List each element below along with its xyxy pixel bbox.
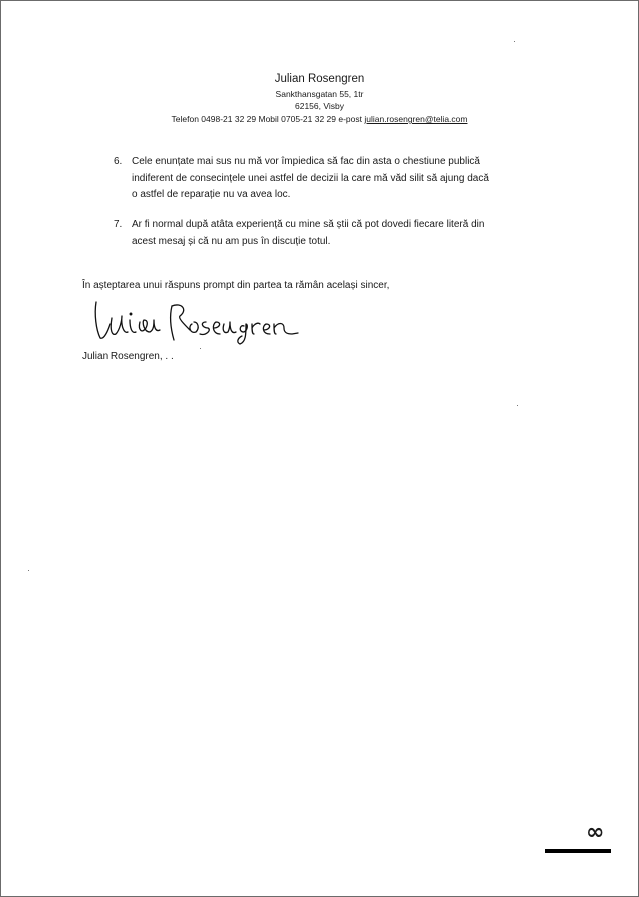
closing-line: În așteptarea unui răspuns prompt din partea ta rămân același sincer, bbox=[82, 280, 390, 291]
text-line: Cele enunțate mai sus nu mă vor împiedica să fac din asta o chestiune publică bbox=[132, 156, 480, 167]
footer-bar bbox=[545, 849, 611, 853]
text-line: Ar fi normal după atâta experiență cu mine să știi că pot dovedi fiecare literă din bbox=[132, 219, 485, 230]
list-item-text bbox=[132, 154, 562, 204]
sender-name: Julian Rosengren bbox=[274, 73, 365, 85]
scan-speck bbox=[517, 405, 518, 406]
handwritten-signature bbox=[88, 300, 303, 345]
signature-name: Julian Rosengren, . . bbox=[82, 351, 174, 362]
list-item-text bbox=[132, 217, 562, 250]
text-line: o astfel de reparație nu va avea loc. bbox=[132, 189, 291, 200]
scan-speck bbox=[200, 348, 201, 349]
text-line: acest mesaj și că nu am pus în discuție totul. bbox=[132, 235, 331, 247]
contact-email: julian.rosengren@telia.com bbox=[364, 114, 468, 124]
sender-contact bbox=[0, 114, 639, 124]
scan-speck bbox=[514, 41, 515, 42]
sender-address: Sankthansgatan 55, 1tr bbox=[275, 89, 364, 99]
contact-phones: Telefon 0498-21 32 29 Mobil 0705-21 32 29 e-post bbox=[171, 114, 365, 124]
text-line: indiferent de consecințele unei astfel de decizii la care mă văd silit să ajung dacă bbox=[132, 172, 489, 184]
sender-city: 62156, Visby bbox=[295, 101, 344, 111]
scan-speck bbox=[28, 570, 29, 571]
list-item-number: 7. bbox=[114, 219, 123, 230]
infinity-logo-icon: ∞ bbox=[586, 820, 605, 845]
list-item-number: 6. bbox=[114, 156, 123, 167]
